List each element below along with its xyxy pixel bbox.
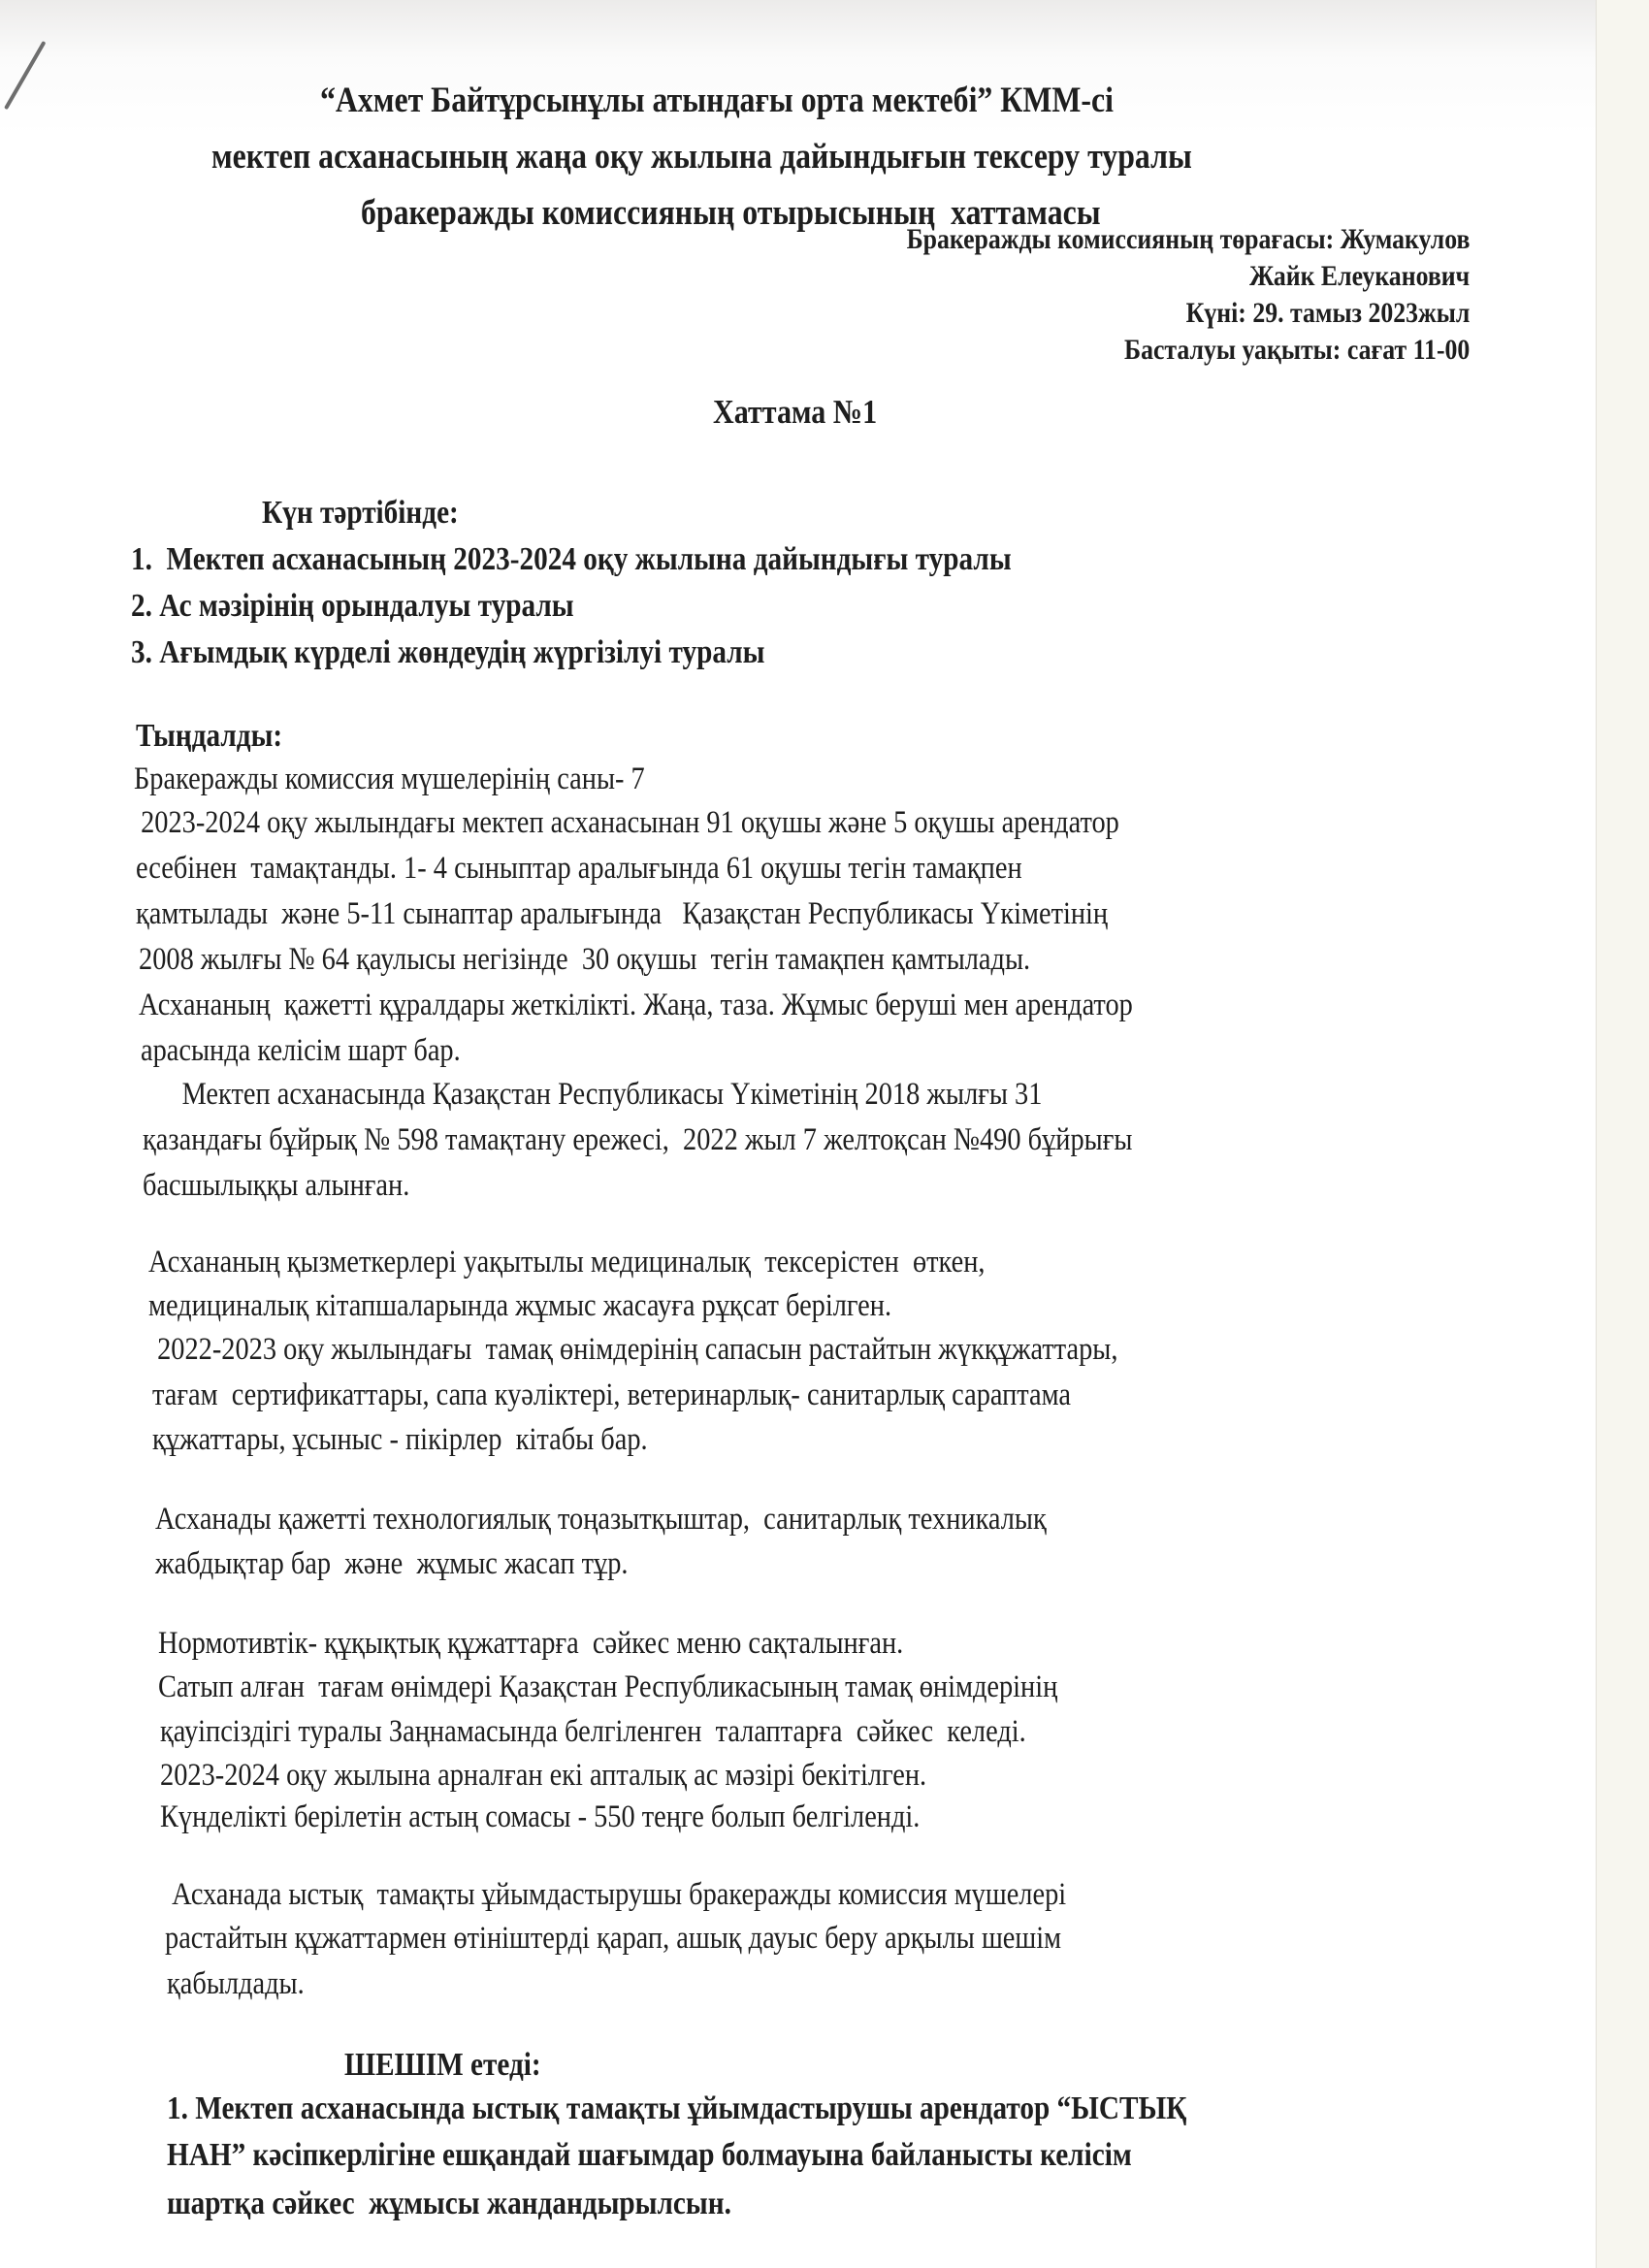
heard-line: Асхананың қажетті құралдары жеткілікті. Жаңа, таза. Жұмыс беруші мен арендатор	[139, 988, 1133, 1022]
chairman-name: Жайк Елеуканович	[1248, 260, 1470, 292]
heard-line: Бракеражды комиссия мүшелерінің саны- 7	[134, 761, 645, 796]
heard-line: құжаттары, ұсыныс - пікірлер кітабы бар.	[152, 1422, 648, 1457]
heard-line: тағам сертификаттары, сапа куәліктері, ветеринарлық- санитарлық сараптама	[152, 1377, 1072, 1412]
heard-line: 2008 жылғы № 64 қаулысы негізінде 30 оқушы тегін тамақпен қамтылады.	[139, 942, 1031, 977]
decision-line: НАН” кәсіпкерлігіне ешқандай шағымдар болмауына байланысты келісім	[167, 2137, 1132, 2173]
protocol-number: Хаттама №1	[713, 393, 878, 431]
heard-line: жабдықтар бар және жұмыс жасап тұр.	[155, 1546, 629, 1581]
heard-line: Нормотивтік- құқықтық құжаттарға сәйкес меню сақталынған.	[158, 1626, 904, 1661]
heard-line: есебінен тамақтанды. 1- 4 сыныптар аралығында 61 оқушы тегін тамақпен	[136, 851, 1022, 886]
heard-line: арасында келісім шарт бар.	[141, 1033, 461, 1068]
heard-line: қазандағы бұйрық № 598 тамақтану ережесі, 2022 жыл 7 желтоқсан №490 бұйрығы	[143, 1122, 1133, 1157]
title-line-3: бракеражды комиссияның отырысының хаттамасы	[361, 193, 1101, 233]
heard-line: растайтын құжаттармен өтініштерді қарап, ашық дауыс беру арқылы шешім	[165, 1921, 1062, 1956]
heard-line: қабылдады.	[167, 1966, 305, 2001]
agenda-item-2: 2. Ас мәзірінің орындалуы туралы	[131, 588, 574, 624]
heard-line: Күнделікті берілетін астың сомасы - 550 теңге болып белгіленді.	[160, 1799, 921, 1834]
heard-line: Мектеп асханасында Қазақстан Республикасы Үкіметінің 2018 жылғы 31	[141, 1077, 1043, 1112]
heard-line: медициналық кітапшаларында жұмыс жасауға рұқсат берілген.	[148, 1288, 892, 1323]
agenda-item-1: 1. Мектеп асханасының 2023-2024 оқу жылына дайындығы туралы	[131, 541, 1012, 577]
agenda-item-3: 3. Ағымдық күрделі жөндеудің жүргізілуі туралы	[131, 634, 765, 670]
heard-line: қамтылады және 5-11 сынаптар аралығында Қазақстан Республикасы Үкіметінің	[136, 896, 1109, 931]
title-line-1: “Ахмет Байтұрсынұлы атындағы орта мектебі” КММ-сі	[320, 81, 1114, 120]
start-time: Басталуы уақыты: сағат 11-00	[1123, 334, 1470, 366]
decision-heading: ШЕШІМ етеді:	[344, 2047, 541, 2083]
heard-heading: Тыңдалды:	[136, 718, 283, 754]
heard-line: Асханада ыстық тамақты ұйымдастырушы бракеражды комиссия мүшелері	[165, 1877, 1067, 1912]
heard-line: басшылыққы алынған.	[143, 1168, 410, 1203]
title-line-2: мектеп асханасының жаңа оқу жылына дайындығын тексеру туралы	[211, 137, 1192, 177]
heard-line: 2023-2024 оқу жылына арналған екі апталық ас мәзірі бекітілген.	[160, 1758, 927, 1793]
heard-line: қауіпсіздігі туралы Заңнамасында белгіленген талаптарға сәйкес келеді.	[160, 1714, 1026, 1749]
heard-line: Сатып алған тағам өнімдері Қазақстан Республикасының тамақ өнімдерінің	[158, 1669, 1058, 1704]
pen-mark	[4, 41, 46, 110]
agenda-heading: Күн тәртібінде:	[262, 495, 459, 531]
decision-line: 1. Мектеп асханасында ыстық тамақты ұйымдастырушы арендатор “ЫСТЫҚ	[167, 2090, 1187, 2126]
meeting-date: Күні: 29. тамыз 2023жыл	[1185, 297, 1470, 329]
chairman-label: Бракеражды комиссияның төрағасы: Жумакулов	[906, 223, 1470, 255]
decision-line: шартқа сәйкес жұмысы жандандырылсын.	[167, 2186, 731, 2221]
scan-edge	[1597, 0, 1649, 2268]
heard-line: Асхананың қызметкерлері уақытылы медициналық тексерістен өткен,	[148, 1245, 986, 1280]
heard-line: 2023-2024 оқу жылындағы мектеп асханасынан 91 оқушы және 5 оқушы арендатор	[134, 805, 1119, 840]
heard-line: 2022-2023 оқу жылындағы тамақ өнімдерінің сапасын растайтын жүкқұжаттары,	[150, 1332, 1118, 1367]
heard-line: Асханады қажетті технологиялық тоңазытқыштар, санитарлық техникалық	[155, 1502, 1047, 1537]
